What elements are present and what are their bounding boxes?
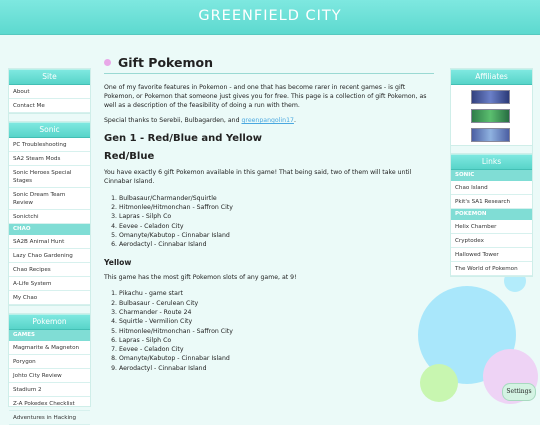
list-item: 7. Eevee - Celadon City (119, 345, 434, 354)
list-item: 3. Charmander - Route 24 (119, 308, 434, 317)
sidebar-item-sa2-steam-mods[interactable]: SA2 Steam Mods (9, 152, 90, 166)
link-pkit-research[interactable]: Pkit's SA1 Research (451, 195, 532, 209)
list-item: 1. Pikachu - game start (119, 289, 434, 298)
sidebar-item-my-chao[interactable]: My Chao (9, 291, 90, 305)
sidebar-heading-affiliates: Affiliates (451, 69, 532, 85)
right-sidebar (450, 68, 533, 277)
sidebar-spacer (9, 113, 90, 122)
list-item: 4. Squirtle - Vermilion City (119, 317, 434, 326)
title-divider (104, 73, 434, 74)
sidebar-item-stadium-2[interactable]: Stadium 2 (9, 383, 90, 397)
sidebar-item-chao-gardening[interactable]: Lazy Chao Gardening (9, 249, 90, 263)
sidebar-item-sonictchi[interactable]: Sonictchi (9, 210, 90, 224)
affiliate-badge-3[interactable] (471, 128, 510, 142)
gen1-heading: Gen 1 - Red/Blue and Yellow (104, 133, 262, 145)
sidebar-heading-links: Links (451, 154, 532, 170)
sidebar-spacer (9, 305, 90, 314)
sidebar-heading-site: Site (9, 69, 90, 85)
links-subheading-sonic: SONIC (451, 170, 532, 181)
sidebar-item-a-life[interactable]: A-Life System (9, 277, 90, 291)
sidebar-item-johto-city[interactable]: Johto City Review (9, 369, 90, 383)
sidebar-heading-sonic: Sonic (9, 122, 90, 138)
sidebar-item-contact[interactable]: Contact Me (9, 99, 90, 113)
affiliate-badge-2[interactable] (471, 109, 510, 123)
affiliate-badge-1[interactable] (471, 90, 510, 104)
link-cryptodex[interactable]: Cryptodex (451, 234, 532, 248)
list-item: 2. Bulbasaur - Cerulean City (119, 299, 434, 308)
thanks-paragraph (104, 117, 434, 126)
link-world-of-pokemon[interactable]: The World of Pokemon (451, 262, 532, 276)
sidebar-item-about[interactable]: About (9, 85, 90, 99)
sidebar-item-hacking[interactable]: Adventures in Hacking (9, 411, 90, 425)
yellow-description: This game has the most gift Pokemon slots of any game, at 9! (104, 273, 297, 281)
affiliates-box (451, 85, 532, 145)
list-item: 8. Omanyte/Kabutop - Cinnabar Island (119, 354, 434, 363)
list-item: 5. Omanyte/Kabutop - Cinnabar Island (119, 231, 434, 240)
list-item: 9. Aerodactyl - Cinnabar Island (119, 364, 434, 373)
link-helix-chamber[interactable]: Helix Chamber (451, 220, 532, 234)
page-title (104, 56, 434, 70)
yellow-list (104, 289, 434, 373)
links-subheading-pokemon: POKEMON (451, 209, 532, 220)
sidebar-spacer (451, 145, 532, 154)
list-item: 4. Eevee - Celadon City (119, 222, 434, 231)
settings-button[interactable]: Settings (502, 383, 536, 401)
link-hallowed-tower[interactable]: Hallowed Tower (451, 248, 532, 262)
red-blue-heading: Red/Blue (104, 151, 155, 163)
main-content (104, 56, 434, 381)
intro-paragraph: One of my favorite features in Pokemon - and one that has become rarer in recent games - is gift Pokemon, or Pokemon that someone just gives you for free. This page is a collection of gift Pokemon, as well as a description of the feasibility of doing a run with them. (104, 84, 427, 109)
sidebar-heading-pokemon: Pokemon (9, 314, 90, 330)
list-item: 5. Hitmonlee/Hitmonchan - Saffron City (119, 327, 434, 336)
sidebar-item-pc-troubleshooting[interactable]: PC Troubleshooting (9, 138, 90, 152)
left-sidebar (8, 68, 91, 421)
site-title[interactable]: GREENFIELD CITY (198, 8, 342, 24)
sidebar-item-sonic-heroes[interactable]: Sonic Heroes Special Stages (9, 166, 90, 188)
red-blue-list (104, 194, 434, 250)
sidebar-subheading-chao: CHAO (9, 224, 90, 235)
list-item: 6. Lapras - Silph Co (119, 336, 434, 345)
page-title-text: Gift Pokemon (118, 55, 214, 70)
thanks-link[interactable]: greenpangolin17 (241, 117, 294, 125)
sidebar-item-za-pokedex[interactable]: Z-A Pokedex Checklist (9, 397, 90, 411)
sidebar-item-animal-hunt[interactable]: SA2B Animal Hunt (9, 235, 90, 249)
red-blue-description: You have exactly 6 gift Pokemon available in this game! That being said, two of them will take until Cinnabar Island. (104, 169, 412, 185)
sidebar-item-sonic-dream-team[interactable]: Sonic Dream Team Review (9, 188, 90, 210)
list-item: 6. Aerodactyl - Cinnabar Island (119, 240, 434, 249)
thanks-suffix: . (293, 117, 296, 125)
sidebar-item-magmarite[interactable]: Magmarite & Magneton (9, 341, 90, 355)
list-item: 1. Bulbasaur/Charmander/Squirtle (119, 194, 434, 203)
link-chao-island[interactable]: Chao Island (451, 181, 532, 195)
sidebar-item-chao-recipes[interactable]: Chao Recipes (9, 263, 90, 277)
list-item: 2. Hitmonlee/Hitmonchan - Saffron City (119, 203, 434, 212)
sidebar-item-porygon[interactable]: Porygon (9, 355, 90, 369)
list-item: 3. Lapras - Silph Co (119, 212, 434, 221)
thanks-prefix: Special thanks to Serebii, Bulbagarden, and (104, 117, 242, 125)
yellow-heading: Yellow (104, 257, 132, 267)
sidebar-subheading-games: GAMES (9, 330, 90, 341)
title-dot-icon (104, 59, 111, 66)
site-header (0, 0, 540, 35)
